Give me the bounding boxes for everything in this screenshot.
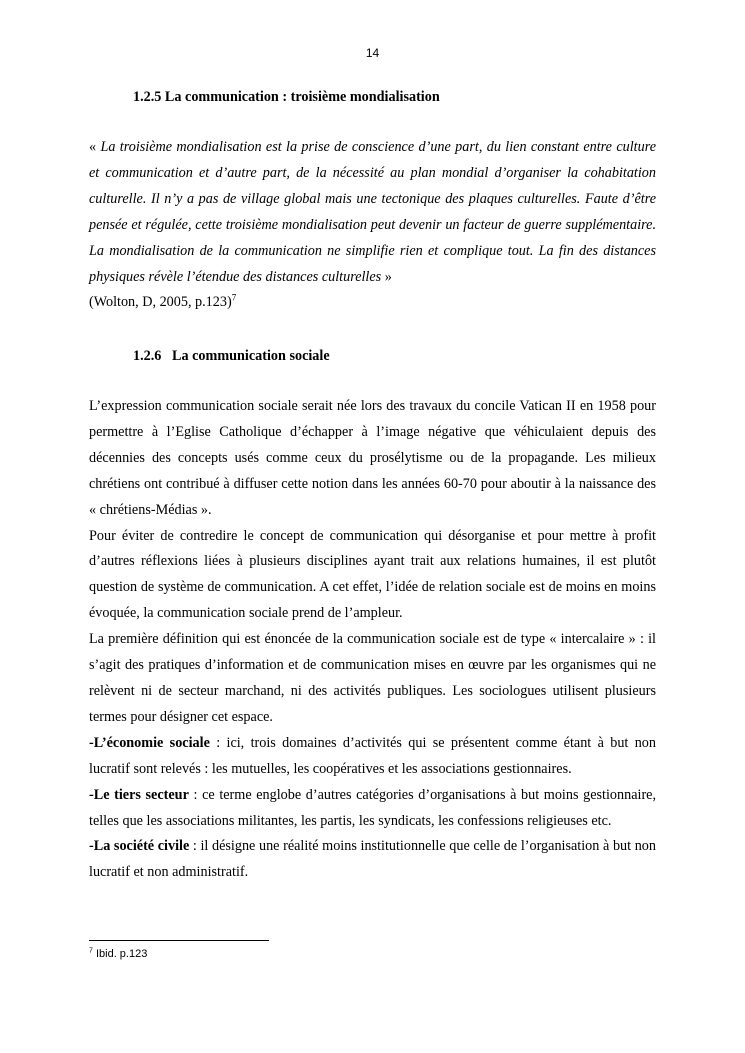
quote-paragraph <box>89 135 656 290</box>
footnote <box>89 948 147 960</box>
section-heading-1-2-5: 1.2.5 La communication : troisième mondialisation <box>133 89 440 105</box>
definition-term: -Le tiers secteur <box>89 786 189 803</box>
body-paragraph-3: La première définition qui est énoncée de la communication sociale est de type « intercalaire » : il s’agit des pratiques d’information et de communication mises en œuvre par les organismes qui ne relèvent ni de secteur marchand, ni des activités publiques. Les sociologues utilisent plusieurs termes pour désigner cet espace. <box>89 631 656 725</box>
body-paragraph-2: Pour éviter de contredire le concept de communication qui désorganise et pour mettre à profit d’autres réflexions liées à plusieurs disciplines ayant trait aux relations humaines, il est plutôt question de système de communication. A cet effet, l’idée de relation sociale est de moins en moins évoquée, la communication sociale prend de l’ampleur. <box>89 527 656 622</box>
quote-citation <box>89 290 656 316</box>
footnote-reference: 7 <box>231 292 237 303</box>
definition-term: -La société civile <box>89 838 190 855</box>
section-body <box>89 394 656 886</box>
definition-text: : ce terme englobe d’autres catégories d’organisations à but moins gestionnaire, telles que les associations militantes, les partis, les syndicats, les confessions religieuses etc. <box>89 786 657 829</box>
definition-text: : il désigne une réalité moins institutionnelle que celle de l’organisation à but non lucratif et non administratif. <box>89 838 656 881</box>
footnote-separator <box>89 940 269 941</box>
section-heading-1-2-6 <box>133 348 330 365</box>
section-heading-title: La communication sociale <box>172 348 330 364</box>
quote-open-mark: « <box>89 139 101 155</box>
page-number: 14 <box>365 46 380 60</box>
quote-close-mark: » <box>381 268 392 285</box>
footnote-number: 7 <box>89 947 93 955</box>
definition-item-societe-civile <box>89 834 656 886</box>
quote-block <box>89 135 656 316</box>
quote-text: La troisième mondialisation est la prise de conscience d’une part, du lien constant entre culture et communication et d’autre part, de la nécessité au plan mondial d’organiser la cohabitation culturelle. Il n’y a pas de village global mais une tectonique des plaques culturelles. Faute d’être pensée et régulée, cette troisième mondialisation peut devenir un facteur de guerre supplémentaire. La mondialisation de la communication ne simplifie rien et complique tout. La fin des distances physiques révèle l’étendue des distances culturelles <box>89 139 656 285</box>
section-heading-number: 1.2.6 <box>133 348 162 364</box>
definition-item-economie-sociale <box>89 731 656 783</box>
footnote-text: Ibid. p.123 <box>92 948 148 960</box>
definition-term: -L’économie sociale <box>89 734 210 751</box>
body-paragraph-1: L’expression communication sociale serait née lors des travaux du concile Vatican II en 1958 pour permettre à l’Eglise Catholique d’échapper à l’image négative que véhiculaient depuis des décennies des concepts usés comme ceux du prosélytisme ou de la propagande. Les milieux chrétiens ont contribué à diffuser cette notion dans les années 60-70 pour aboutir à la naissance des « chrétiens-Médias ». <box>89 398 656 518</box>
definition-text: : ici, trois domaines d’activités qui se présentent comme étant à but non lucratif sont relevés : les mutuelles, les coopératives et les associations gestionnaires. <box>89 734 656 777</box>
citation-text: (Wolton, D, 2005, p.123) <box>89 294 232 311</box>
definition-item-tiers-secteur <box>89 783 656 835</box>
